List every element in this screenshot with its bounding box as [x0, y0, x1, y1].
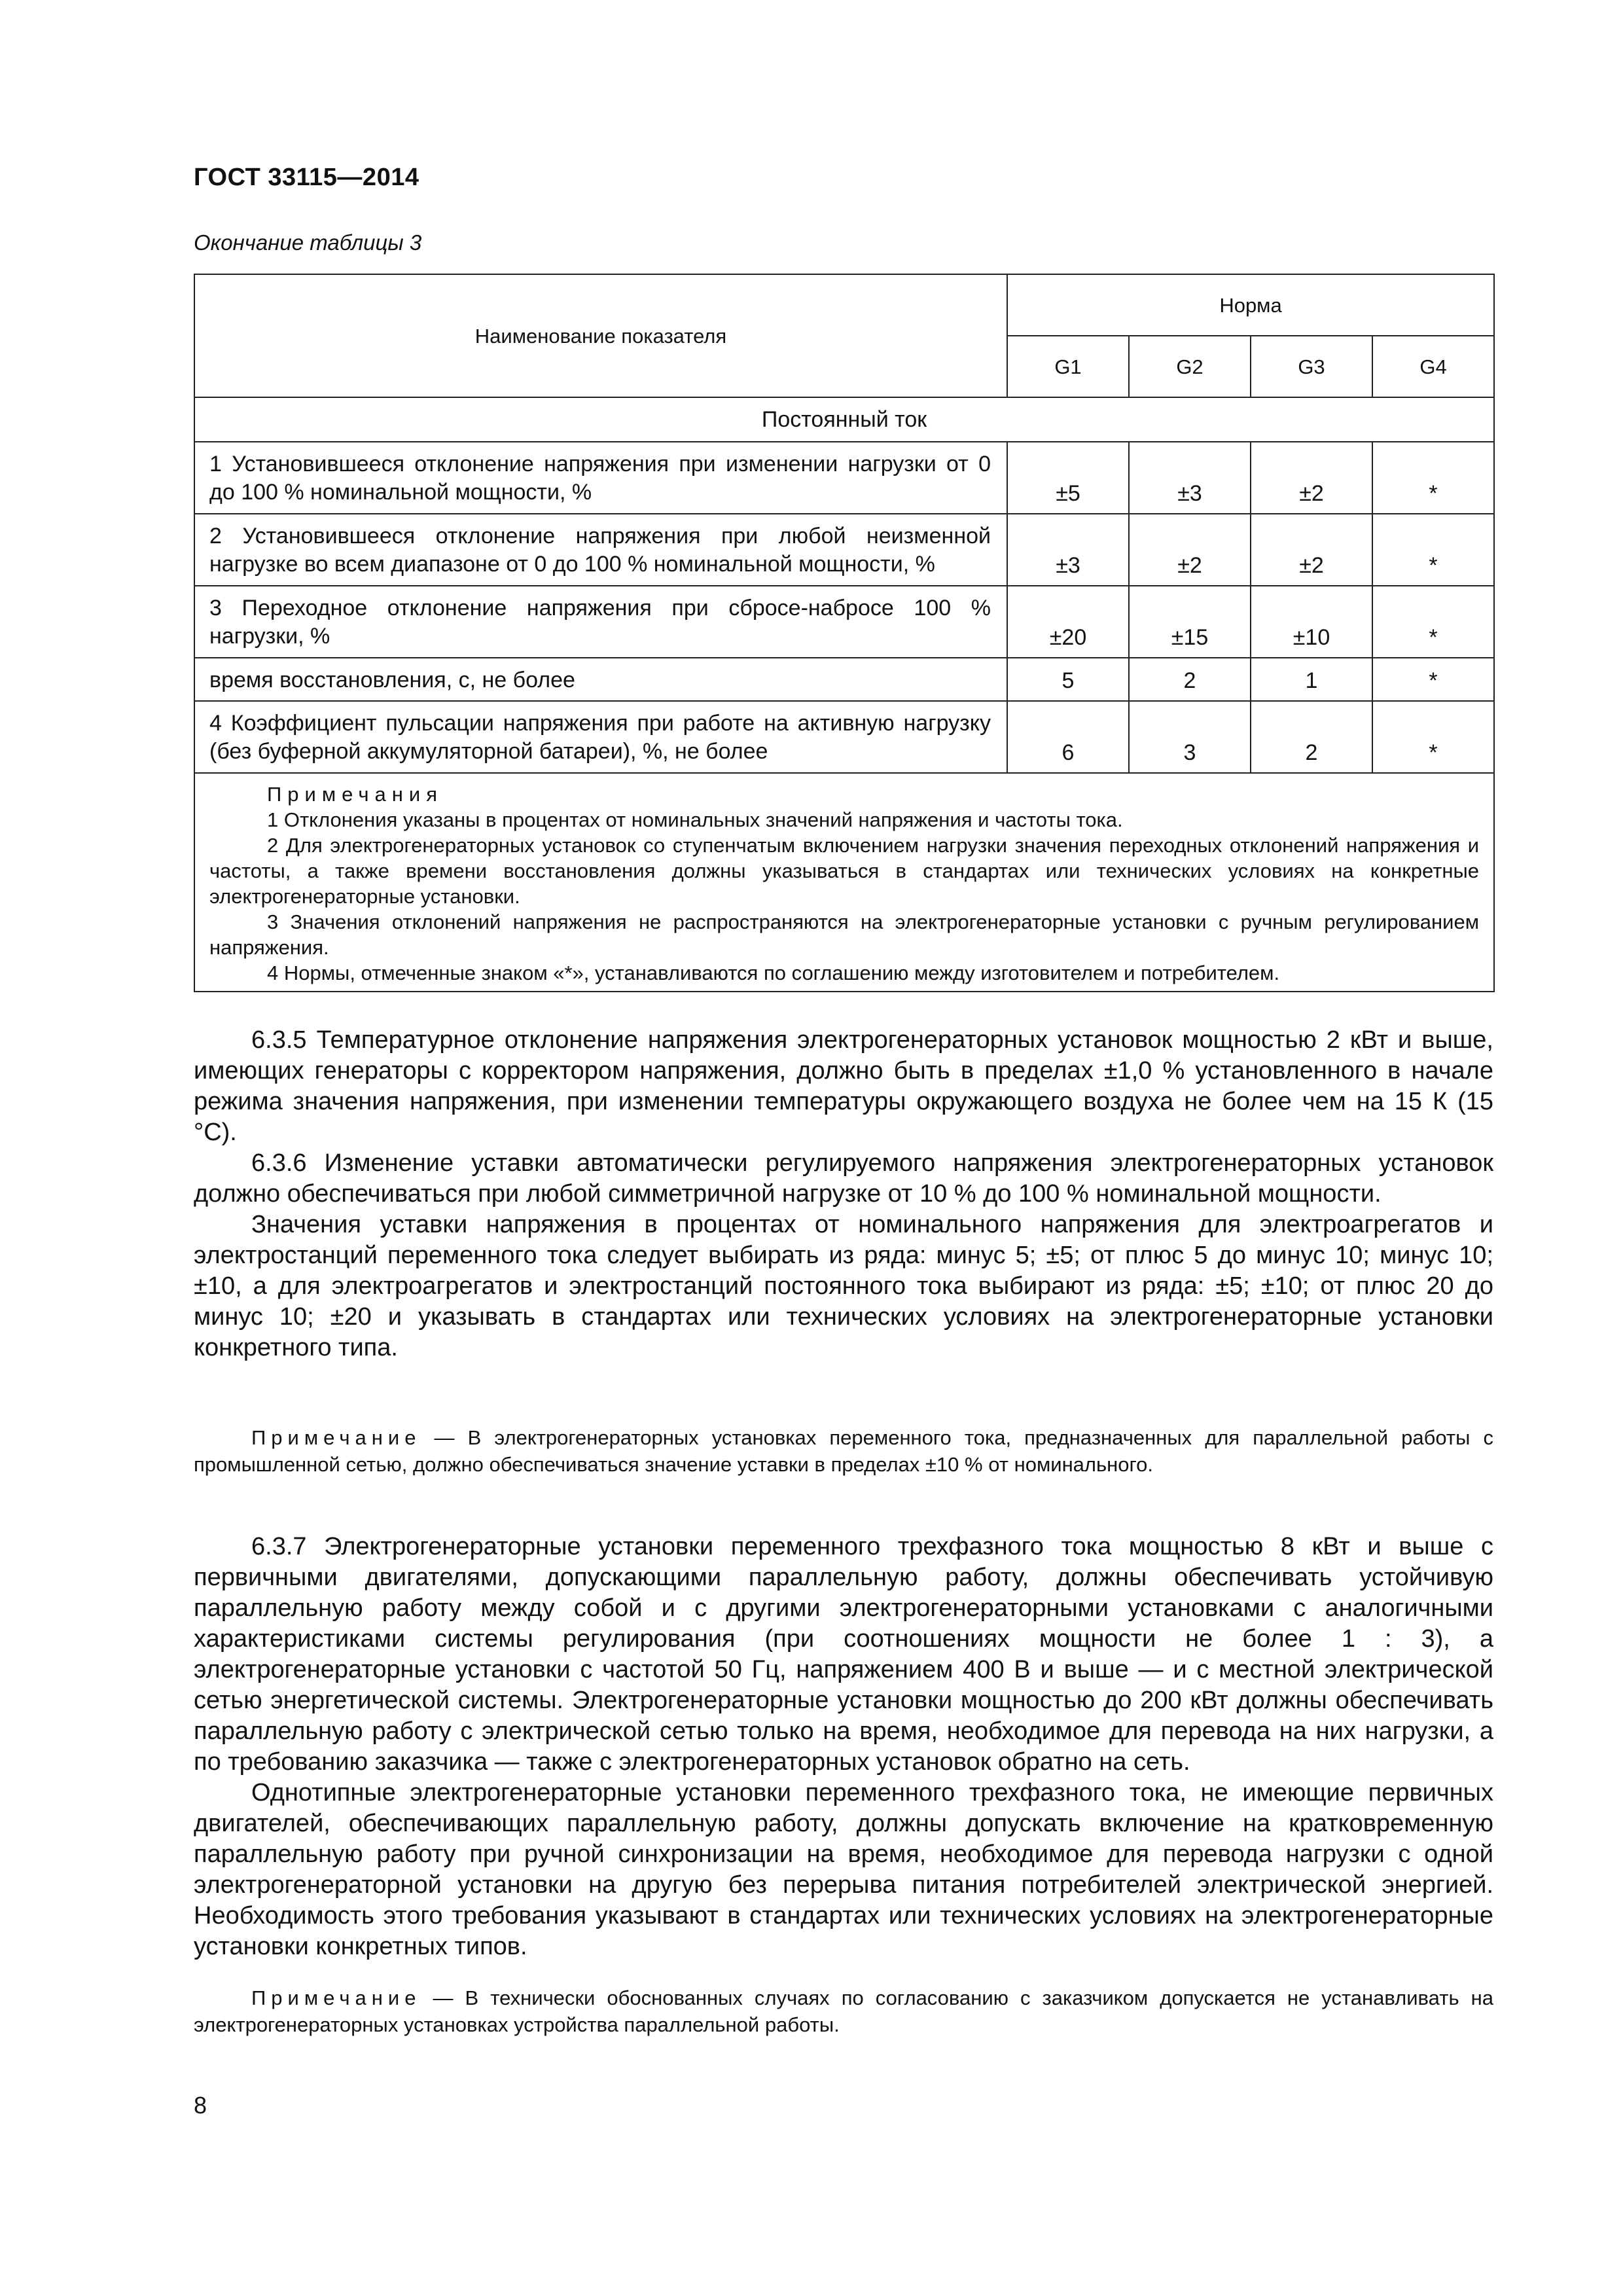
table-cell-g3: ±2	[1251, 514, 1372, 586]
column-header-g3: G3	[1251, 336, 1372, 397]
column-header-g4: G4	[1372, 336, 1494, 397]
table-cell-g4: *	[1372, 658, 1494, 701]
table-cell-g1: ±3	[1007, 514, 1129, 586]
table-cell-g3: 2	[1251, 701, 1372, 773]
paragraph-6-3-5: 6.3.5 Температурное отклонение напряжения электрогенераторных установок мощностью 2 кВт и выше, имеющих генераторы с корректором напряжения, должно быть в пределах ±1,0 % установленного в начале режима значения напряжения, при изменении температуры окружающего воздуха не более чем на 15 К (15 °С).	[194, 1026, 1493, 1146]
table-caption: Окончание таблицы 3	[194, 230, 422, 255]
note-parallel-devices	[194, 1984, 1493, 2038]
column-header-g1: G1	[1007, 336, 1129, 397]
table-cell-g2: ±3	[1129, 442, 1251, 514]
table-cell-g3: 1	[1251, 658, 1372, 701]
paragraph-6-3-7: 6.3.7 Электрогенераторные установки переменного трехфазного тока мощностью 8 кВт и выше с первичными двигателями, допускающими параллельную работу, должны обеспечивать устойчивую параллельную работу между собой и с другими электрогенераторными установками с аналогичными характеристиками системы регулирования (при соотношениях мощности не более 1 : 3), а электрогенераторные установки с частотой 50 Гц, напряжением 400 В и выше — и с местной электрической сетью энергетической системы. Электрогенераторные установки мощностью до 200 кВт должны обеспечивать параллельную работу с электрической сетью только на время, необходимое для перевода на них нагрузки, а по требованию заказчика — также с электрогенераторных установок обратно на сеть.	[194, 1533, 1493, 1776]
table-cell-g1: ±20	[1007, 586, 1129, 658]
norms-table	[194, 274, 1495, 992]
table-cell-g3: ±10	[1251, 586, 1372, 658]
table-cell-g1: 6	[1007, 701, 1129, 773]
note-text: — В электрогенераторных установках переменного тока, предназначенных для параллельной работы с промышленной сетью, должно обеспечиваться значение уставки в пределах ±10 % от номинального.	[194, 1426, 1493, 1476]
note-item: 2 Для электрогенераторных установок со ступенчатым включением нагрузки значения переходных отклонений напряжения и частоты, а также времени восстановления должны указываться в стандартах или технических условиях на конкретные электрогенераторные установки.	[209, 834, 1480, 908]
table-cell-g4: *	[1372, 586, 1494, 658]
column-header-norm: Норма	[1007, 274, 1494, 336]
note-text: — В технически обоснованных случаях по согласованию с заказчиком допускается не устанавливать на электрогенераторных установках устройства параллельной работы.	[194, 1986, 1493, 2036]
column-header-g2: G2	[1129, 336, 1251, 397]
paragraph-6-3-6: 6.3.6 Изменение уставки автоматически регулируемого напряжения электрогенераторных установок должно обеспечиваться при любой симметричной нагрузке от 10 % до 100 % номинальной мощности.	[194, 1149, 1493, 1208]
note-item: 1 Отклонения указаны в процентах от номинальных значений напряжения и частоты тока.	[267, 808, 1123, 831]
table-section-heading: Постоянный ток	[194, 397, 1494, 442]
page-number: 8	[194, 2092, 207, 2119]
table-cell-g2: ±2	[1129, 514, 1251, 586]
paragraph-6-3-7-single-type: Однотипные электрогенераторные установки переменного трехфазного тока, не имеющие первичных двигателей, обеспечивающих параллельную работу, должны допускать включение на кратковременную параллельную работу при ручной синхронизации на время, необходимое для перевода нагрузки с одной электрогенераторной установки на другую без перерыва питания потребителей электрической энергией. Необходимость этого требования указывают в стандартах или технических условиях на электрогенераторные установки конкретных типов.	[194, 1779, 1493, 1960]
note-item: 3 Значения отклонений напряжения не распространяются на электрогенераторные установки с ручным регулированием напряжения.	[209, 910, 1480, 959]
table-row-name: 3 Переходное отклонение напряжения при сбросе-набросе 100 % нагрузки, %	[194, 586, 1007, 658]
table-row-name: время восстановления, с, не более	[194, 658, 1007, 701]
table-cell-g4: *	[1372, 514, 1494, 586]
note-label: Примечание	[251, 1426, 421, 1449]
note-setpoint	[194, 1424, 1493, 1478]
table-cell-g2: 3	[1129, 701, 1251, 773]
column-header-indicator: Наименование показателя	[194, 274, 1007, 397]
table-row-name: 2 Установившееся отклонение напряжения при любой неизменной нагрузке во всем диапазоне от 0 до 100 % номинальной мощности, %	[194, 514, 1007, 586]
paragraph-6-3-6-values: Значения уставки напряжения в процентах от номинального напряжения для электроагрегатов и электростанций переменного тока следует выбирать из ряда: минус 5; ±5; от плюс 5 до минус 10; минус 10; ±10, а для электроагрегатов и электростанций постоянного тока выбирают из ряда: ±5; ±10; от плюс 20 до минус 10; ±20 и указывать в стандартах или технических условиях на электрогенераторные установки конкретного типа.	[194, 1211, 1493, 1361]
table-row-name: 4 Коэффициент пульсации напряжения при работе на активную нагрузку (без буферной аккумуляторной батареи), %, не более	[194, 701, 1007, 773]
document-header: ГОСТ 33115—2014	[194, 164, 419, 191]
notes-title: Примечания	[267, 783, 443, 806]
table-cell-g4: *	[1372, 442, 1494, 514]
table-cell-g1: ±5	[1007, 442, 1129, 514]
note-item: 4 Нормы, отмеченные знаком «*», устанавливаются по соглашению между изготовителем и потребителем.	[267, 961, 1280, 984]
table-notes	[194, 773, 1494, 992]
table-cell-g2: 2	[1129, 658, 1251, 701]
table-row-name: 1 Установившееся отклонение напряжения при изменении нагрузки от 0 до 100 % номинальной мощности, %	[194, 442, 1007, 514]
table-cell-g3: ±2	[1251, 442, 1372, 514]
note-label: Примечание	[251, 1986, 421, 2009]
table-cell-g2: ±15	[1129, 586, 1251, 658]
norms-table-container	[194, 274, 1493, 992]
table-cell-g4: *	[1372, 701, 1494, 773]
section-6-3-7	[194, 1532, 1493, 1962]
section-6-3-5-and-6-3-6	[194, 1025, 1493, 1363]
table-cell-g1: 5	[1007, 658, 1129, 701]
